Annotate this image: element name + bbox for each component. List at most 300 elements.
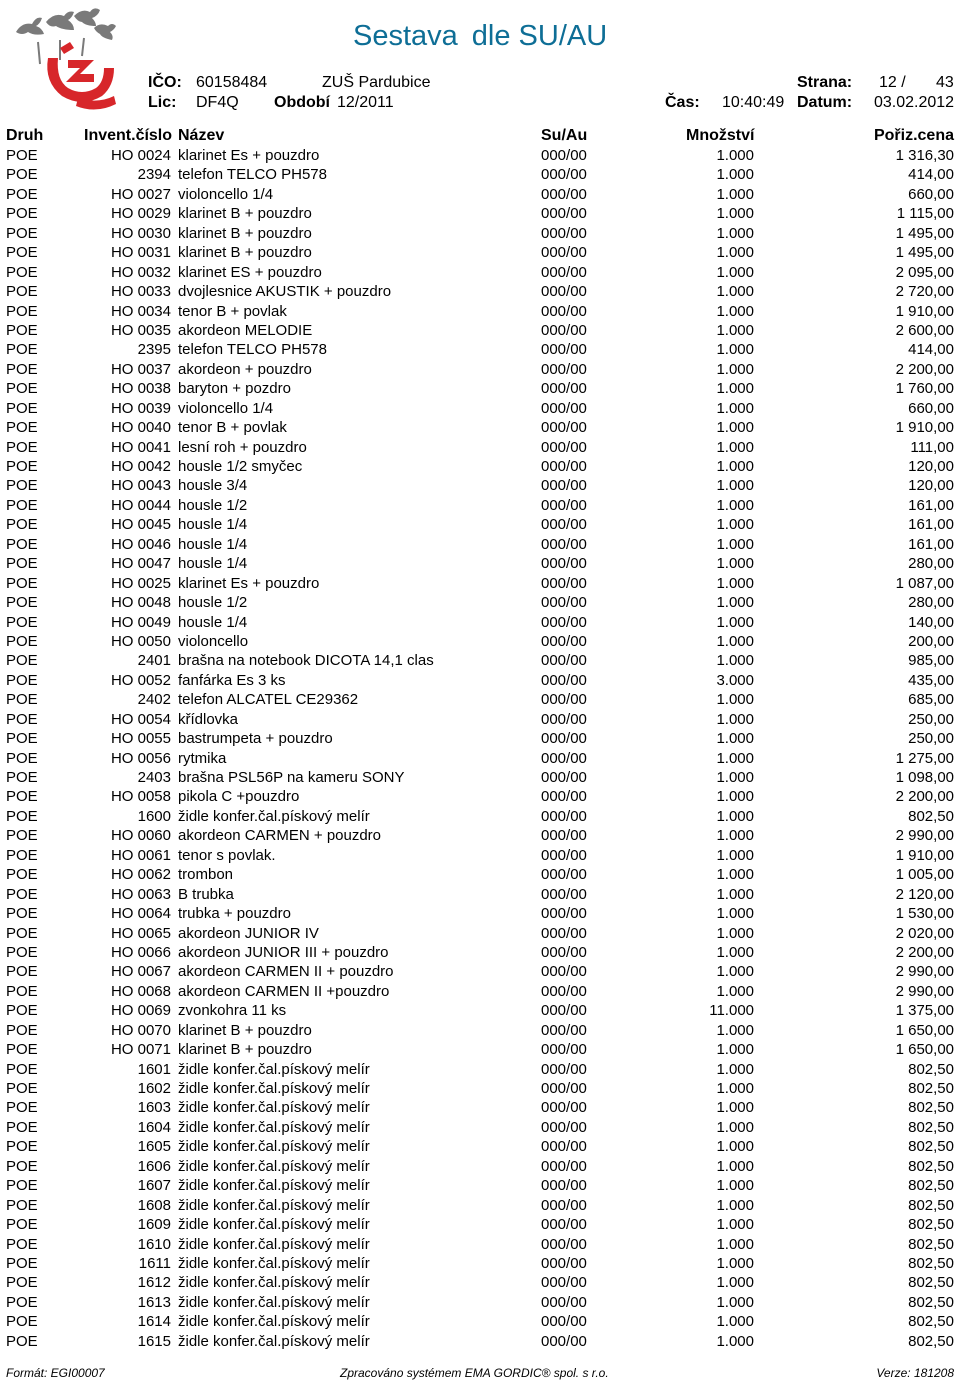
cell-invent: HO 0043 <box>110 477 171 495</box>
cell-mnozstvi: 1.000 <box>716 710 754 728</box>
cell-druh: POE <box>6 1041 38 1059</box>
cell-invent: HO 0069 <box>110 1002 171 1020</box>
cell-cena: 1 495,00 <box>895 244 954 262</box>
table-row <box>0 379 960 398</box>
table-row <box>0 1176 960 1195</box>
cell-invent: HO 0070 <box>110 1021 171 1039</box>
cell-invent: 1607 <box>137 1177 171 1195</box>
cell-invent: HO 0041 <box>110 438 171 456</box>
table-row <box>0 360 960 379</box>
cell-mnozstvi: 1.000 <box>716 827 754 845</box>
cell-nazev: židle konfer.čal.pískový melír <box>178 1313 370 1331</box>
table-row <box>0 476 960 495</box>
cell-invent: 2402 <box>137 691 171 709</box>
table-row <box>0 632 960 651</box>
cell-su: 000/00 <box>541 147 587 164</box>
cell-su: 000/00 <box>541 1293 587 1311</box>
cell-cena: 2 990,00 <box>895 827 954 845</box>
cell-su: 000/00 <box>541 360 587 378</box>
cell-su: 000/00 <box>541 846 587 864</box>
cell-druh: POE <box>6 924 38 942</box>
cell-druh: POE <box>6 516 38 534</box>
cell-nazev: telefon TELCO PH578 <box>178 166 327 184</box>
cell-mnozstvi: 1.000 <box>716 866 754 884</box>
cell-mnozstvi: 1.000 <box>716 321 754 339</box>
cell-nazev: zvonkohra 11 ks <box>178 1002 287 1020</box>
cell-invent: HO 0039 <box>110 399 171 417</box>
cell-druh: POE <box>6 1138 38 1156</box>
table-row <box>0 924 960 943</box>
cell-su: 000/00 <box>541 788 587 806</box>
footer-system: Zpracováno systémem EMA GORDIC® spol. s r.o. <box>340 1366 609 1380</box>
cell-cena: 1 375,00 <box>895 1002 954 1020</box>
cell-cena: 802,50 <box>908 1235 954 1253</box>
cell-mnozstvi: 1.000 <box>716 1138 754 1156</box>
cell-druh: POE <box>6 1274 38 1292</box>
cell-invent: HO 0054 <box>110 710 171 728</box>
cell-druh: POE <box>6 283 38 301</box>
cell-invent: 2394 <box>137 166 171 184</box>
cell-mnozstvi: 1.000 <box>716 1293 754 1311</box>
ico-value: 60158484 <box>196 74 268 91</box>
cell-invent: HO 0052 <box>110 671 171 689</box>
cell-su: 000/00 <box>541 1099 587 1117</box>
cell-invent: 1613 <box>137 1293 171 1311</box>
cell-cena: 2 600,00 <box>895 321 954 339</box>
cell-druh: POE <box>6 1060 38 1078</box>
cell-mnozstvi: 1.000 <box>716 224 754 242</box>
cell-nazev: židle konfer.čal.pískový melír <box>178 1293 370 1311</box>
cell-su: 000/00 <box>541 632 587 650</box>
table-row <box>0 1293 960 1312</box>
cell-druh: POE <box>6 1118 38 1136</box>
cell-su: 000/00 <box>541 458 587 475</box>
table-row <box>0 1235 960 1254</box>
cell-cena: 802,50 <box>908 1099 954 1117</box>
cell-druh: POE <box>6 963 38 981</box>
cell-su: 000/00 <box>541 1157 587 1175</box>
table-row <box>0 826 960 845</box>
cell-mnozstvi: 1.000 <box>716 924 754 942</box>
table-row <box>0 224 960 243</box>
cell-su: 000/00 <box>541 943 587 961</box>
cell-druh: POE <box>6 263 38 281</box>
cell-nazev: akordeon + pouzdro <box>178 360 312 378</box>
table-row <box>0 282 960 301</box>
cell-druh: POE <box>6 885 38 903</box>
cell-mnozstvi: 1.000 <box>716 1177 754 1195</box>
cell-mnozstvi: 1.000 <box>716 555 754 573</box>
cell-invent: 1605 <box>137 1138 171 1156</box>
cell-nazev: židle konfer.čal.pískový melír <box>178 1138 370 1156</box>
cell-invent: HO 0029 <box>110 205 171 223</box>
cell-druh: POE <box>6 1235 38 1253</box>
cell-cena: 250,00 <box>908 730 954 748</box>
table-row <box>0 982 960 1001</box>
cell-nazev: telefon TELCO PH578 <box>178 341 327 359</box>
cell-nazev: lesní roh + pouzdro <box>178 438 307 456</box>
cell-mnozstvi: 1.000 <box>716 1216 754 1234</box>
cell-invent: HO 0060 <box>110 827 171 845</box>
table-row <box>0 204 960 223</box>
cell-cena: 1 650,00 <box>895 1041 954 1059</box>
cell-mnozstvi: 1.000 <box>716 613 754 631</box>
cell-nazev: trubka + pouzdro <box>178 905 291 923</box>
cell-invent: HO 0035 <box>110 321 171 339</box>
cell-su: 000/00 <box>541 924 587 942</box>
cell-mnozstvi: 1.000 <box>716 283 754 301</box>
cell-cena: 802,50 <box>908 1293 954 1311</box>
cell-cena: 802,50 <box>908 1118 954 1136</box>
cell-su: 000/00 <box>541 982 587 1000</box>
cell-druh: POE <box>6 360 38 378</box>
cell-druh: POE <box>6 1099 38 1117</box>
cell-cena: 1 760,00 <box>895 380 954 398</box>
school-logo-icon <box>8 2 128 118</box>
cell-mnozstvi: 1.000 <box>716 1060 754 1078</box>
column-header-cena: Pořiz.cena <box>873 127 954 144</box>
cell-nazev: fanfárka Es 3 ks <box>178 671 286 689</box>
cell-druh: POE <box>6 1021 38 1039</box>
cell-invent: HO 0033 <box>110 283 171 301</box>
table-row <box>0 496 960 515</box>
cell-druh: POE <box>6 710 38 728</box>
table-row <box>0 1098 960 1117</box>
cell-su: 000/00 <box>541 166 587 184</box>
cell-druh: POE <box>6 438 38 456</box>
cell-druh: POE <box>6 477 38 495</box>
cell-invent: HO 0034 <box>110 302 171 320</box>
table-row <box>0 1254 960 1273</box>
cell-su: 000/00 <box>541 730 587 748</box>
cell-druh: POE <box>6 1254 38 1272</box>
table-row <box>0 1312 960 1331</box>
cell-cena: 2 020,00 <box>895 924 954 942</box>
table-row <box>0 243 960 262</box>
table-row <box>0 729 960 748</box>
cell-druh: POE <box>6 555 38 573</box>
cell-su: 000/00 <box>541 1118 587 1136</box>
cell-nazev: bastrumpeta + pouzdro <box>178 730 333 748</box>
cell-druh: POE <box>6 943 38 961</box>
cell-invent: HO 0062 <box>110 866 171 884</box>
cell-nazev: violoncello 1/4 <box>178 399 274 417</box>
table-row <box>0 418 960 437</box>
cell-druh: POE <box>6 1313 38 1331</box>
table-row <box>0 865 960 884</box>
date-value: 03.02.2012 <box>874 94 955 111</box>
cell-invent: HO 0044 <box>110 496 171 514</box>
cell-mnozstvi: 1.000 <box>716 788 754 806</box>
cell-nazev: židle konfer.čal.pískový melír <box>178 1332 370 1350</box>
cell-nazev: akordeon JUNIOR III + pouzdro <box>178 943 389 961</box>
cell-cena: 1 005,00 <box>895 866 954 884</box>
cell-mnozstvi: 1.000 <box>716 807 754 825</box>
cell-su: 000/00 <box>541 1216 587 1234</box>
cell-nazev: akordeon CARMEN II + pouzdro <box>178 963 394 981</box>
table-row <box>0 787 960 806</box>
cell-su: 000/00 <box>541 652 587 670</box>
table-row <box>0 574 960 593</box>
date-label: Datum: <box>797 94 853 111</box>
organization-name: ZUŠ Pardubice <box>322 74 431 91</box>
cell-mnozstvi: 1.000 <box>716 691 754 709</box>
cell-nazev: židle konfer.čal.pískový melír <box>178 807 370 825</box>
report-title-word2: dle SU/AU <box>471 20 608 52</box>
cell-druh: POE <box>6 769 38 786</box>
table-row <box>0 554 960 573</box>
report-title-word1: Sestava <box>353 20 458 52</box>
cell-nazev: klarinet ES + pouzdro <box>178 263 322 281</box>
time-label: Čas: <box>665 94 700 111</box>
cell-druh: POE <box>6 827 38 845</box>
cell-cena: 2 120,00 <box>895 885 954 903</box>
cell-druh: POE <box>6 321 38 339</box>
cell-su: 000/00 <box>541 1041 587 1059</box>
cell-su: 000/00 <box>541 244 587 262</box>
cell-cena: 1 910,00 <box>895 302 954 320</box>
cell-cena: 1 530,00 <box>895 905 954 923</box>
cell-invent: HO 0032 <box>110 263 171 281</box>
cell-su: 000/00 <box>541 1196 587 1214</box>
cell-nazev: akordeon JUNIOR IV <box>178 924 319 942</box>
table-row <box>0 943 960 962</box>
cell-mnozstvi: 1.000 <box>716 1080 754 1097</box>
cell-invent: HO 0071 <box>110 1041 171 1059</box>
cell-cena: 2 990,00 <box>895 982 954 1000</box>
cell-mnozstvi: 1.000 <box>716 185 754 203</box>
cell-nazev: B trubka <box>178 885 234 903</box>
cell-mnozstvi: 1.000 <box>716 1118 754 1136</box>
cell-druh: POE <box>6 1080 38 1097</box>
cell-su: 000/00 <box>541 1021 587 1039</box>
cell-nazev: pikola C +pouzdro <box>178 788 300 806</box>
cell-druh: POE <box>6 1196 38 1214</box>
cell-mnozstvi: 1.000 <box>716 166 754 184</box>
table-row <box>0 671 960 690</box>
cell-mnozstvi: 1.000 <box>716 1332 754 1350</box>
cell-nazev: housle 1/4 <box>178 535 248 553</box>
cell-nazev: klarinet B + pouzdro <box>178 224 312 242</box>
table-row <box>0 885 960 904</box>
cell-su: 000/00 <box>541 283 587 301</box>
cell-su: 000/00 <box>541 380 587 398</box>
cell-druh: POE <box>6 905 38 923</box>
table-row <box>0 302 960 321</box>
page-number: 12 / <box>879 74 906 91</box>
cell-mnozstvi: 1.000 <box>716 399 754 417</box>
cell-druh: POE <box>6 147 38 164</box>
cell-cena: 435,00 <box>908 671 954 689</box>
cell-invent: 1602 <box>137 1080 171 1097</box>
cell-cena: 161,00 <box>908 496 954 514</box>
cell-invent: 1606 <box>137 1157 171 1175</box>
cell-su: 000/00 <box>541 555 587 573</box>
cell-su: 000/00 <box>541 516 587 534</box>
period-value: 12/2011 <box>337 94 394 111</box>
cell-cena: 1 275,00 <box>895 749 954 767</box>
cell-druh: POE <box>6 691 38 709</box>
cell-cena: 161,00 <box>908 516 954 534</box>
cell-mnozstvi: 1.000 <box>716 438 754 456</box>
table-row <box>0 904 960 923</box>
cell-nazev: klarinet B + pouzdro <box>178 1021 312 1039</box>
cell-cena: 1 910,00 <box>895 846 954 864</box>
table-row <box>0 613 960 632</box>
table-row <box>0 1196 960 1215</box>
cell-su: 000/00 <box>541 321 587 339</box>
table-row <box>0 749 960 768</box>
cell-nazev: brašna na notebook DICOTA 14,1 clas <box>178 652 434 670</box>
cell-nazev: židle konfer.čal.pískový melír <box>178 1254 370 1272</box>
table-row <box>0 263 960 282</box>
table-row <box>0 1332 960 1351</box>
column-header-mnozstvi: Množství <box>686 127 755 144</box>
cell-mnozstvi: 1.000 <box>716 632 754 650</box>
table-row <box>0 1137 960 1156</box>
cell-nazev: židle konfer.čal.pískový melír <box>178 1060 370 1078</box>
cell-cena: 802,50 <box>908 1274 954 1292</box>
cell-nazev: akordeon MELODIE <box>178 321 313 339</box>
cell-cena: 802,50 <box>908 1254 954 1272</box>
cell-cena: 280,00 <box>908 594 954 612</box>
cell-invent: HO 0064 <box>110 905 171 923</box>
cell-druh: POE <box>6 419 38 437</box>
cell-cena: 802,50 <box>908 1177 954 1195</box>
cell-su: 000/00 <box>541 1177 587 1195</box>
cell-cena: 161,00 <box>908 535 954 553</box>
table-row <box>0 1215 960 1234</box>
cell-cena: 802,50 <box>908 807 954 825</box>
cell-invent: 1601 <box>137 1060 171 1078</box>
table-body <box>0 146 960 1351</box>
cell-su: 000/00 <box>541 1254 587 1272</box>
cell-cena: 414,00 <box>908 166 954 184</box>
cell-invent: HO 0055 <box>110 730 171 748</box>
cell-cena: 2 990,00 <box>895 963 954 981</box>
cell-cena: 660,00 <box>908 185 954 203</box>
cell-mnozstvi: 11.000 <box>709 1002 754 1020</box>
table-row <box>0 438 960 457</box>
cell-cena: 802,50 <box>908 1313 954 1331</box>
cell-druh: POE <box>6 866 38 884</box>
cell-su: 000/00 <box>541 866 587 884</box>
cell-su: 000/00 <box>541 885 587 903</box>
cell-invent: HO 0047 <box>110 555 171 573</box>
cell-nazev: židle konfer.čal.pískový melír <box>178 1080 370 1097</box>
cell-invent: HO 0038 <box>110 380 171 398</box>
cell-su: 000/00 <box>541 769 587 786</box>
cell-su: 000/00 <box>541 419 587 437</box>
cell-druh: POE <box>6 807 38 825</box>
cell-su: 000/00 <box>541 399 587 417</box>
cell-mnozstvi: 1.000 <box>716 263 754 281</box>
cell-invent: HO 0056 <box>110 749 171 767</box>
cell-cena: 1 495,00 <box>895 224 954 242</box>
cell-invent: HO 0031 <box>110 244 171 262</box>
period-label: Období <box>274 94 330 111</box>
cell-cena: 2 095,00 <box>895 263 954 281</box>
cell-druh: POE <box>6 1157 38 1175</box>
report-title <box>353 20 607 53</box>
cell-nazev: dvojlesnice AKUSTIK + pouzdro <box>178 283 392 301</box>
cell-nazev: trombon <box>178 866 234 884</box>
cell-mnozstvi: 1.000 <box>716 846 754 864</box>
cell-nazev: tenor B + povlak <box>178 419 287 437</box>
cell-invent: HO 0050 <box>110 632 171 650</box>
cell-nazev: židle konfer.čal.pískový melír <box>178 1177 370 1195</box>
cell-druh: POE <box>6 671 38 689</box>
cell-mnozstvi: 1.000 <box>716 1041 754 1059</box>
cell-su: 000/00 <box>541 263 587 281</box>
cell-invent: 1610 <box>137 1235 171 1253</box>
cell-cena: 2 200,00 <box>895 943 954 961</box>
cell-cena: 802,50 <box>908 1157 954 1175</box>
cell-mnozstvi: 1.000 <box>716 477 754 495</box>
cell-cena: 2 720,00 <box>895 283 954 301</box>
cell-nazev: tenor s povlak. <box>178 846 276 864</box>
table-row <box>0 165 960 184</box>
table-row <box>0 185 960 204</box>
table-row <box>0 1021 960 1040</box>
cell-druh: POE <box>6 632 38 650</box>
cell-mnozstvi: 3.000 <box>716 671 754 689</box>
table-row <box>0 690 960 709</box>
cell-nazev: židle konfer.čal.pískový melír <box>178 1196 370 1214</box>
table-row <box>0 146 960 165</box>
cell-su: 000/00 <box>541 710 587 728</box>
cell-mnozstvi: 1.000 <box>716 1099 754 1117</box>
cell-nazev: klarinet B + pouzdro <box>178 244 312 262</box>
cell-druh: POE <box>6 341 38 359</box>
cell-mnozstvi: 1.000 <box>716 516 754 534</box>
cell-mnozstvi: 1.000 <box>716 1021 754 1039</box>
cell-mnozstvi: 1.000 <box>716 652 754 670</box>
cell-nazev: housle 3/4 <box>178 477 248 495</box>
cell-druh: POE <box>6 244 38 262</box>
cell-druh: POE <box>6 1216 38 1234</box>
cell-su: 000/00 <box>541 1332 587 1350</box>
cell-cena: 120,00 <box>908 477 954 495</box>
cell-cena: 660,00 <box>908 399 954 417</box>
cell-invent: 1615 <box>137 1332 171 1350</box>
table-row <box>0 1118 960 1137</box>
cell-mnozstvi: 1.000 <box>716 982 754 1000</box>
cell-nazev: housle 1/2 smyčec <box>178 458 303 475</box>
cell-mnozstvi: 1.000 <box>716 749 754 767</box>
table-row <box>0 1001 960 1020</box>
cell-su: 000/00 <box>541 594 587 612</box>
cell-nazev: housle 1/4 <box>178 555 248 573</box>
cell-druh: POE <box>6 535 38 553</box>
cell-cena: 1 115,00 <box>896 205 954 223</box>
cell-cena: 111,00 <box>910 438 954 456</box>
cell-su: 000/00 <box>541 1080 587 1097</box>
cell-nazev: housle 1/4 <box>178 613 248 631</box>
cell-cena: 250,00 <box>908 710 954 728</box>
cell-druh: POE <box>6 185 38 203</box>
cell-nazev: židle konfer.čal.pískový melír <box>178 1274 370 1292</box>
cell-invent: HO 0068 <box>110 982 171 1000</box>
cell-mnozstvi: 1.000 <box>716 730 754 748</box>
cell-mnozstvi: 1.000 <box>716 341 754 359</box>
cell-nazev: violoncello 1/4 <box>178 185 274 203</box>
cell-mnozstvi: 1.000 <box>716 574 754 592</box>
cell-su: 000/00 <box>541 1138 587 1156</box>
cell-druh: POE <box>6 302 38 320</box>
page-total: 43 <box>936 74 954 91</box>
cell-su: 000/00 <box>541 691 587 709</box>
